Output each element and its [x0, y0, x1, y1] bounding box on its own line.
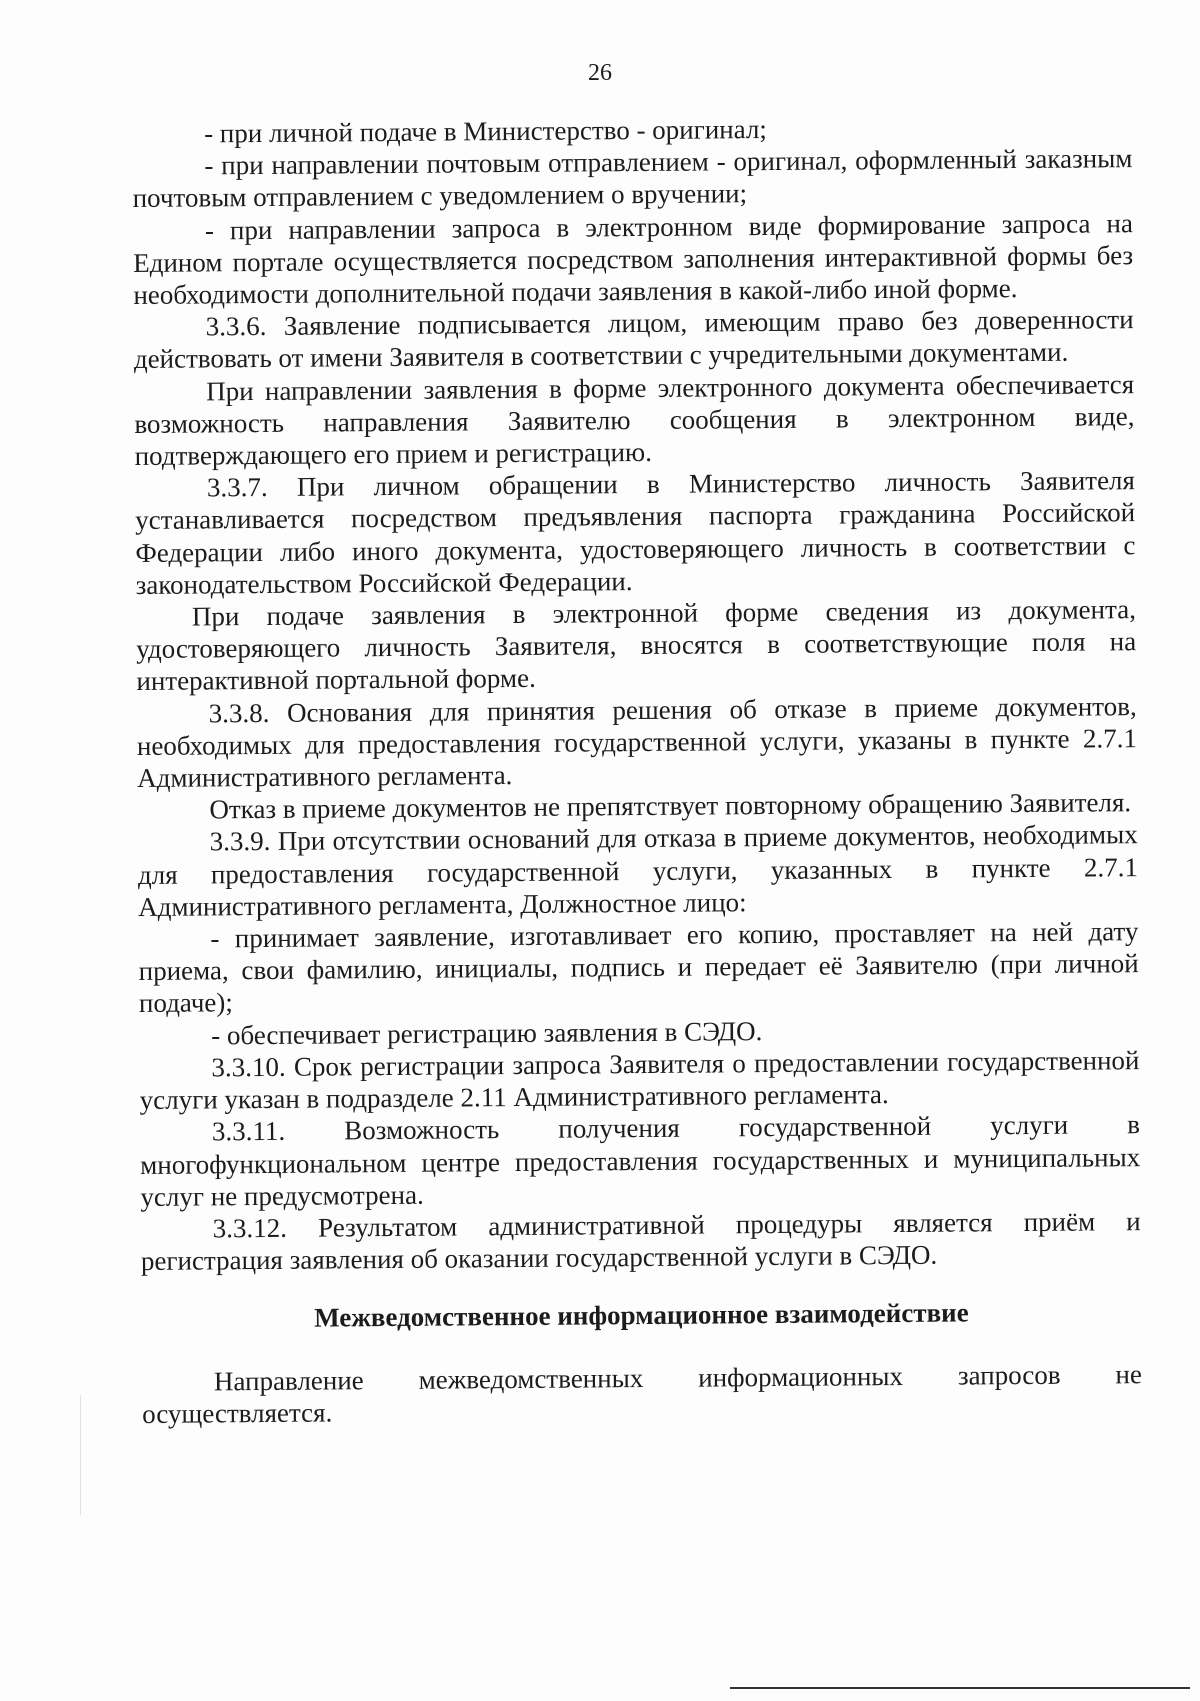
paragraph-registration-sedo: - обеспечивает регистрацию заявления в СЭДО.	[211, 1015, 763, 1051]
paragraph-3-3-12: 3.3.12. Результатом административной процедуры является приём и регистрация заявления об оказании государственной услуги в СЭДО.	[140, 1206, 1141, 1277]
section-heading: Межведомственное информационное взаимодействие	[314, 1297, 969, 1333]
document-body	[132, 110, 1142, 1430]
scan-artifact-line	[80, 1395, 81, 1515]
paragraph-3-3-11: 3.3.11. Возможность получения государственной услуги в многофункциональном центре предоставления государственных и муниципальных услуг не предусмотрена.	[140, 1109, 1141, 1212]
paragraph-refusal-note: Отказ в приеме документов не препятствует повторному обращению Заявителя.	[209, 787, 1132, 825]
page-number: 26	[588, 60, 612, 86]
paragraph-3-3-8: 3.3.8. Основания для принятия решения об отказе в приеме документов, необходимых для предоставления государственной услуги, указаны в пункте 2.7.1 Административного регламента.	[136, 690, 1138, 794]
paragraph-personal-submission: - при личной подаче в Министерство - оригинал;	[204, 114, 767, 149]
paragraph-interagency-requests: Направление межведомственных информационных запросов не осуществляется.	[142, 1358, 1143, 1429]
paragraph-electronic-submission: - при направлении запроса в электронном виде формирование запроса на Едином портале осуществляется посредством заполнения интерактивной формы без необходимости дополнительной подачи заявления в какой-либо иной форме.	[133, 207, 1134, 311]
paragraph-3-3-7: 3.3.7. При личном обращении в Министерство личность Заявителя устанавливается посредством предъявления паспорта гражданина Российской Федерации либо иного документа, удостоверяющего личность в соответствии с законодательством Российской Федерации.	[135, 465, 1136, 600]
paragraph-accepts-application: - принимает заявление, изготавливает его копию, проставляет на ней дату приема, свои фамилию, инициалы, подпись и передает её Заявителю (при личной подаче);	[138, 916, 1139, 1019]
paragraph-electronic-form-identity: При подаче заявления в электронной форме сведения из документа, удостоверяющего личность Заявителя, вносятся в соответствующие поля на интерактивной портальной форме.	[136, 594, 1137, 697]
paragraph-3-3-10: 3.3.10. Срок регистрации запроса Заявителя о предоставлении государственной услуги указан в подразделе 2.11 Административного регламента.	[139, 1045, 1140, 1116]
bottom-rule	[730, 1687, 1190, 1689]
paragraph-3-3-9: 3.3.9. При отсутствии оснований для отказа в приеме документов, необходимых для предоставления государственной услуги, указанных в пункте 2.7.1 Административного регламента, Должностное лицо:	[137, 819, 1139, 922]
paragraph-3-3-6: 3.3.6. Заявление подписывается лицом, имеющим право без доверенности действовать от имени Заявителя в соответствии с учредительными документами.	[133, 304, 1134, 375]
paragraph-postal-submission: - при направлении почтовым отправлением - оригинал, оформленный заказным почтовым отправлением с уведомлением о вручении;	[132, 143, 1133, 214]
paragraph-electronic-document: При направлении заявления в форме электронного документа обеспечивается возможность направления Заявителю сообщения в электронном виде, подтверждающего его прием и регистрацию.	[134, 368, 1135, 472]
